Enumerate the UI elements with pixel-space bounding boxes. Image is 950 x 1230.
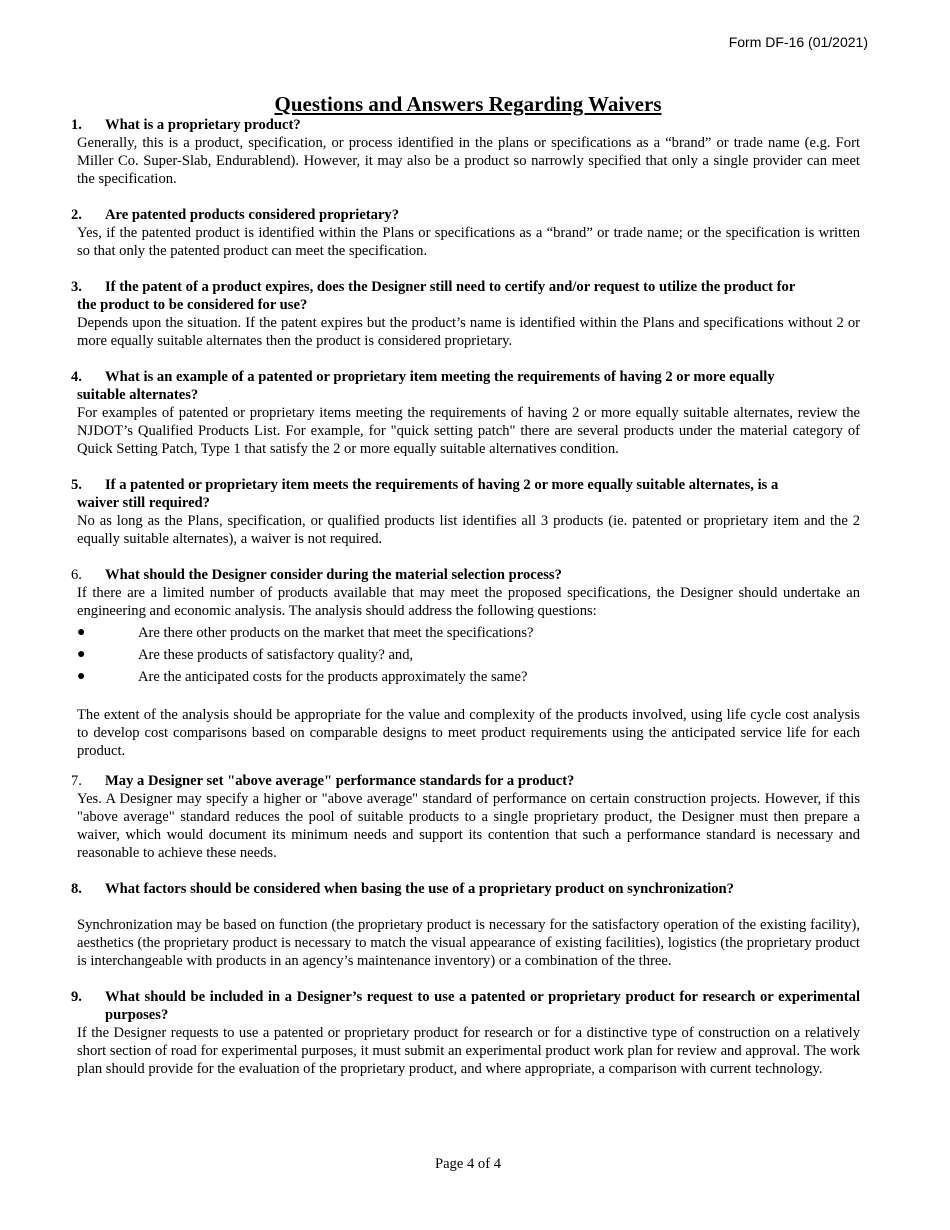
answer-4: For examples of patented or proprietary items meeting the requirements of having 2 or more equally suitable alternates, review the NJDOT’s Qualified Products List. For example, for "quick setting patch" there are several products under the material category of Quick Setting Patch, Type 1 that satisfy the 2 or more equally suitable alternatives condition.	[77, 405, 860, 457]
question-number: 1.	[71, 117, 82, 133]
question-number: 9.	[71, 989, 82, 1005]
list-item-text: Are the anticipated costs for the products approximately the same?	[138, 669, 528, 685]
list-item	[71, 666, 860, 688]
question-number: 6.	[71, 567, 82, 583]
answer-6: If there are a limited number of products available that may meet the proposed specifications, the Designer should undertake an engineering and economic analysis. The analysis should address the following questions:	[77, 585, 860, 619]
question-1	[71, 116, 860, 134]
form-id: Form DF-16 (01/2021)	[728, 34, 868, 50]
list-item-text: Are there other products on the market that meet the specifications?	[138, 625, 534, 641]
question-6	[71, 566, 860, 584]
question-5	[71, 476, 860, 494]
question-4-cont: suitable alternates?	[77, 387, 199, 403]
question-4	[71, 368, 860, 386]
page-title: Questions and Answers Regarding Waivers	[274, 92, 662, 116]
list-item	[71, 644, 860, 666]
question-text: What should the Designer consider during the material selection process?	[105, 567, 562, 583]
answer-3: Depends upon the situation. If the patent expires but the product’s name is identified within the Plans and specifications without 2 or more equally suitable alternates then the product is considered proprietary.	[77, 315, 860, 349]
question-number: 2.	[71, 207, 82, 223]
question-number: 7.	[71, 773, 82, 789]
answer-8: Synchronization may be based on function (the proprietary product is necessary for the satisfactory operation of the existing facility), aesthetics (the proprietary product is necessary to match the visual appearance of existing facilities), logistics (the proprietary product is interchangeable with products in an agency’s maintenance inventory) or a combination of the three.	[77, 917, 860, 969]
bullet-icon: ●	[77, 647, 86, 662]
question-8	[71, 880, 860, 898]
question-text: What is a proprietary product?	[105, 117, 301, 133]
question-text: May a Designer set "above average" performance standards for a product?	[105, 773, 575, 789]
list-item-text: Are these products of satisfactory quality? and,	[138, 647, 414, 663]
question-3	[71, 278, 860, 296]
answer-2: Yes, if the patented product is identified within the Plans or specifications as a “brand” or trade name; or the specification is written so that only the patented product can meet the specification.	[77, 225, 860, 259]
question-text: If a patented or proprietary item meets the requirements of having 2 or more equally suitable alternates, is a	[105, 477, 779, 493]
question-number: 4.	[71, 369, 82, 385]
question-text: Are patented products considered proprietary?	[105, 207, 400, 223]
answer-5: No as long as the Plans, specification, or qualified products list identifies all 3 products (ie. patented or proprietary item and the 2 equally suitable alternates), a waiver is not required.	[77, 513, 860, 547]
answer-6-extent: The extent of the analysis should be appropriate for the value and complexity of the products involved, using life cycle cost analysis to develop cost comparisons based on comparable designs to meet product requirements using the anticipated service life for each product.	[77, 707, 860, 759]
question-number: 5.	[71, 477, 82, 493]
bullet-icon: ●	[77, 669, 86, 684]
answer-9: If the Designer requests to use a patented or proprietary product for research or for a distinctive type of construction on a relatively short section of road for experimental purposes, it must submit an experimental product work plan for review and approval. The work plan should provide for the evaluation of the proprietary product, and where appropriate, a comparison with current technology.	[77, 1025, 860, 1077]
question-text: What should be included in a Designer’s request to use a patented or proprietary product for research or experimental purposes?	[105, 989, 860, 1023]
question-9	[71, 988, 860, 1024]
answer-1: Generally, this is a product, specification, or process identified in the plans or specifications as a “brand” or trade name (e.g. Fort Miller Co. Super-Slab, Endurablend). However, it may also be a product so narrowly specified that only a single provider can meet the specification.	[77, 135, 860, 187]
qa-content	[71, 116, 860, 1078]
list-item	[71, 622, 860, 644]
answer-7: Yes. A Designer may specify a higher or "above average" standard of performance on certain construction projects. However, if this "above average" standard reduces the pool of suitable products to a single proprietary product, the Designer must then prepare a waiver, which would document its minimum needs and support its contention that such a performance standard is necessary and reasonable to achieve these needs.	[77, 791, 860, 861]
page-number: Page 4 of 4	[434, 1156, 502, 1172]
bullet-icon: ●	[77, 625, 86, 640]
question-number: 3.	[71, 279, 82, 295]
question-5-cont: waiver still required?	[77, 495, 210, 511]
question-7	[71, 772, 860, 790]
consideration-list	[71, 622, 860, 688]
question-text: If the patent of a product expires, does the Designer still need to certify and/or request to utilize the product for	[105, 279, 796, 295]
question-text: What is an example of a patented or proprietary item meeting the requirements of having 2 or more equally	[105, 369, 775, 385]
question-text: What factors should be considered when basing the use of a proprietary product on synchronization?	[105, 881, 734, 897]
question-number: 8.	[71, 881, 82, 897]
question-2	[71, 206, 860, 224]
question-3-cont: the product to be considered for use?	[77, 297, 308, 313]
